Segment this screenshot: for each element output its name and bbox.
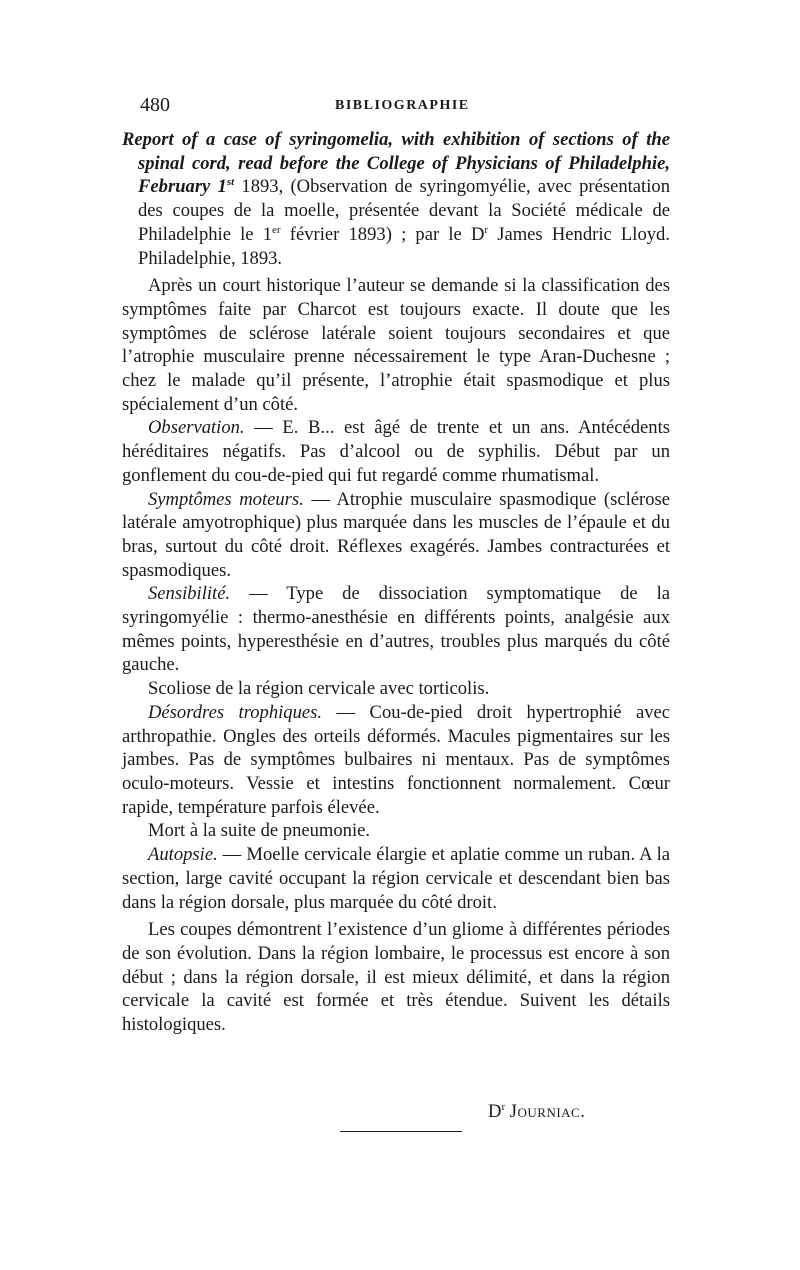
sensibilite-text: — Type de dissociation symptomatique de la syringomyélie : thermo-anesthésie en différents points, analgésie aux mêmes points, hyperesthésie en d’autres, troubles plus marqués du côté gauche. (122, 583, 670, 676)
symptomes-text: — Atrophie musculaire spasmodique (sclérose latérale amyotrophique) plus marquée dans les muscles de l’épaule et du bras, surtout du côté droit. Réflexes exagérés. Jambes contracturées et spasmodiques. (122, 488, 670, 581)
reference-sup-r: r (484, 223, 489, 236)
symptomes-label: Symptômes moteurs. (148, 488, 304, 510)
signature-prefix: D (488, 1101, 502, 1122)
paragraph-symptomes (122, 488, 670, 583)
desordres-label: Désordres trophiques. (148, 701, 323, 723)
autopsie-text: — Moelle cervicale élargie et aplatie comme un ruban. A la section, large cavité occupant la région cervicale et descendant bien bas dans la région dorsale, plus marquée du côté droit. (122, 844, 670, 913)
signature-prefix-sup: r (501, 1100, 506, 1113)
paragraph-observation (122, 416, 670, 487)
reference-title: Report of a case of syringomelia, with exhibition of sections of the spinal cord, read before the College of Physicians of Philadelphie, February 1 (122, 129, 670, 198)
desordres-text: — Cou-de-pied droit hypertrophié avec arthropathie. Ongles des orteils déformés. Macules pigmentaires sur les jambes. Pas de symptômes bulbaires ni mentaux. Pas de symptômes oculo-moteurs. Vessie et intestins fonctionnent normalement. Cœur rapide, température parfois élevée. (122, 701, 670, 818)
sensibilite-label: Sensibilité. (148, 583, 231, 605)
paragraph-mort: Mort à la suite de pneumonie. (148, 820, 371, 842)
signature-name: Journiac. (509, 1101, 586, 1122)
page-header (140, 94, 670, 118)
page-body (122, 128, 670, 1037)
observation-label: Observation. (148, 417, 245, 439)
autopsie-label: Autopsie. (148, 844, 218, 866)
reference-rest-b: février 1893) ; par le D (280, 223, 485, 245)
author-signature (488, 1101, 585, 1123)
paragraph-scoliose: Scoliose de la région cervicale avec torticolis. (148, 678, 490, 700)
reference-rest-c: James Hendric Lloyd. Philadelphie, 1893. (138, 223, 670, 269)
reference-rest-a: 1893, (Observation de syringomyélie, avec présentation des coupes de la moelle, présentée devant la Société médicale de Philadelphie le 1 (138, 176, 670, 245)
paragraph-intro: Après un court historique l’auteur se demande si la classification des symptômes faite par Charcot est toujours exacte. Il doute que les symptômes de sclérose latérale soient toujours secondaires et que l’atrophie musculaire prenne nécessairement le type Aran-Duchesne ; chez le malade qu’il présente, l’atrophie était spasmodique et plus spécialement d’un côté. (122, 275, 670, 415)
paragraph-sensibilite (122, 582, 670, 677)
paragraph-coupes: Les coupes démontrent l’existence d’un gliome à différentes périodes de son évolution. Dans la région lombaire, le processus est encore à son début ; dans la région dorsale, il est mieux délimité, et dans la région cervicale la cavité est formée et très étendue. Suivent les détails histologiques. (122, 919, 670, 1036)
running-title: BIBLIOGRAPHIE (335, 98, 470, 113)
reference-sup-er: er (272, 223, 281, 236)
reference-title-sup: st (226, 176, 235, 189)
bibliographic-reference (122, 128, 670, 270)
end-rule (340, 1131, 462, 1132)
observation-text: — E. B... est âgé de trente et un ans. Antécédents héréditaires négatifs. Pas d’alcool ou de syphilis. Début par un gonflement du cou-de-pied qui fut regardé comme rhumatismal. (122, 417, 670, 486)
paragraph-autopsie (122, 843, 670, 914)
page-number: 480 (140, 94, 170, 116)
paragraph-desordres (122, 701, 670, 820)
